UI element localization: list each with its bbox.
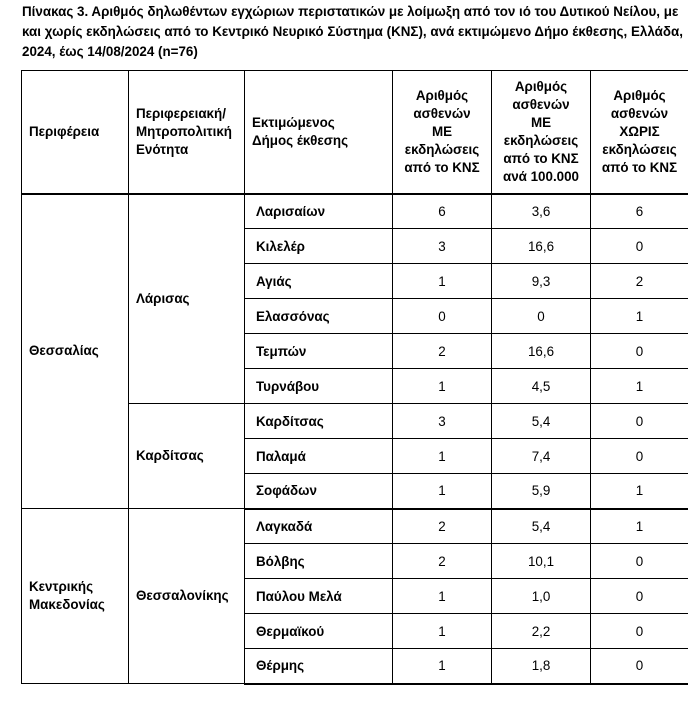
rate-cns-cell: 3,6 <box>492 194 591 229</box>
cases-cns-cell: 1 <box>393 369 492 404</box>
cases-no-cns-cell: 0 <box>591 614 688 649</box>
header-line: ασθενών <box>610 105 669 121</box>
rate-cns-cell: 10,1 <box>492 544 591 579</box>
table-row <box>22 509 688 544</box>
cases-no-cns-cell: 6 <box>591 194 688 229</box>
cases-no-cns-cell: 1 <box>591 474 688 509</box>
cases-cns-cell: 2 <box>393 509 492 544</box>
table-body <box>22 194 688 684</box>
cases-cns-cell: 0 <box>393 299 492 334</box>
header-line: εκδηλώσεις <box>503 132 579 148</box>
cases-no-cns-cell: 0 <box>591 544 688 579</box>
table-row <box>22 194 688 229</box>
cases-no-cns-cell: 2 <box>591 264 688 299</box>
municipality-cell: Παύλου Μελά <box>245 579 393 614</box>
municipality-cell: Λαγκαδά <box>245 509 393 544</box>
region-cell: Κεντρικής Μακεδονίας <box>22 509 129 684</box>
municipality-cell: Καρδίτσας <box>245 404 393 439</box>
cases-no-cns-cell: 0 <box>591 404 688 439</box>
header-line: ΜΕ <box>431 123 453 139</box>
cases-cns-cell: 3 <box>393 404 492 439</box>
cases-cns-cell: 1 <box>393 474 492 509</box>
cases-cns-cell: 1 <box>393 614 492 649</box>
header-line: Δήμος έκθεσης <box>252 132 349 148</box>
header-line: ασθενών <box>512 96 570 112</box>
cases-table <box>21 70 688 685</box>
rate-cns-cell: 0 <box>492 299 591 334</box>
cases-cns-cell: 1 <box>393 439 492 474</box>
header-line: από το ΚΝΣ <box>503 150 579 166</box>
header-rate-cns <box>492 71 591 194</box>
rate-cns-cell: 1,8 <box>492 649 591 684</box>
cases-no-cns-cell: 0 <box>591 649 688 684</box>
header-municipality <box>245 71 393 194</box>
rate-cns-cell: 5,9 <box>492 474 591 509</box>
municipality-cell: Αγιάς <box>245 264 393 299</box>
header-line: Περιφέρεια <box>29 123 100 139</box>
unit-cell: Λάρισας <box>129 194 245 404</box>
rate-cns-cell: 16,6 <box>492 229 591 264</box>
cases-no-cns-cell: 0 <box>591 334 688 369</box>
header-line: Αριθμός <box>514 78 568 94</box>
header-line: Αριθμός <box>415 87 469 103</box>
header-row <box>22 71 688 194</box>
header-line: ΧΩΡΙΣ <box>619 123 660 139</box>
header-line: εκδηλώσεις <box>602 141 677 157</box>
header-cases-no-cns <box>591 71 688 194</box>
municipality-cell: Τεμπών <box>245 334 393 369</box>
cases-no-cns-cell: 0 <box>591 579 688 614</box>
cases-cns-cell: 2 <box>393 334 492 369</box>
municipality-cell: Βόλβης <box>245 544 393 579</box>
municipality-cell: Ελασσόνας <box>245 299 393 334</box>
cases-no-cns-cell: 1 <box>591 299 688 334</box>
rate-cns-cell: 2,2 <box>492 614 591 649</box>
municipality-cell: Σοφάδων <box>245 474 393 509</box>
cases-cns-cell: 2 <box>393 544 492 579</box>
cases-cns-cell: 6 <box>393 194 492 229</box>
header-line: ΜΕ <box>530 114 552 130</box>
header-line: Εκτιμώμενος <box>252 114 335 130</box>
header-line: Αριθμός <box>613 87 666 103</box>
header-unit <box>129 71 245 194</box>
unit-cell: Θεσσαλονίκης <box>129 509 245 684</box>
table-caption: Πίνακας 3. Αριθμός δηλωθέντων εγχώριων περιστατικών με λοίμωξη από τον ιό του Δυτικού Νείλου, με και χωρίς εκδηλώσεις από το Κεντρικό Νευρικό Σύστημα (ΚΝΣ), ανά εκτιμώμενο Δήμο έκθεσης, Ελλάδα, 2024, έως 14/08/2024 (n=76) <box>22 4 683 59</box>
header-cases-cns <box>393 71 492 194</box>
cases-no-cns-cell: 0 <box>591 439 688 474</box>
municipality-cell: Τυρνάβου <box>245 369 393 404</box>
rate-cns-cell: 16,6 <box>492 334 591 369</box>
rate-cns-cell: 9,3 <box>492 264 591 299</box>
header-line: Ενότητα <box>136 141 189 157</box>
municipality-cell: Θέρμης <box>245 649 393 684</box>
cases-no-cns-cell: 0 <box>591 229 688 264</box>
rate-cns-cell: 5,4 <box>492 404 591 439</box>
region-cell: Θεσσαλίας <box>22 194 129 509</box>
unit-cell: Καρδίτσας <box>129 404 245 509</box>
rate-cns-cell: 7,4 <box>492 439 591 474</box>
municipality-cell: Παλαμά <box>245 439 393 474</box>
header-line: Μητροπολιτική <box>136 123 232 139</box>
rate-cns-cell: 1,0 <box>492 579 591 614</box>
header-region <box>22 71 129 194</box>
cases-no-cns-cell: 1 <box>591 509 688 544</box>
cases-cns-cell: 1 <box>393 579 492 614</box>
municipality-cell: Κιλελέρ <box>245 229 393 264</box>
header-line: ανά 100.000 <box>502 168 580 184</box>
cases-no-cns-cell: 1 <box>591 369 688 404</box>
header-line: από το ΚΝΣ <box>404 159 480 175</box>
rate-cns-cell: 4,5 <box>492 369 591 404</box>
rate-cns-cell: 5,4 <box>492 509 591 544</box>
cases-cns-cell: 1 <box>393 649 492 684</box>
header-line: από το ΚΝΣ <box>601 159 678 175</box>
municipality-cell: Λαρισαίων <box>245 194 393 229</box>
municipality-cell: Θερμαϊκού <box>245 614 393 649</box>
header-line: Περιφερειακή/ <box>136 105 226 121</box>
cases-cns-cell: 1 <box>393 264 492 299</box>
header-line: εκδηλώσεις <box>404 141 480 157</box>
cases-cns-cell: 3 <box>393 229 492 264</box>
header-line: ασθενών <box>413 105 471 121</box>
